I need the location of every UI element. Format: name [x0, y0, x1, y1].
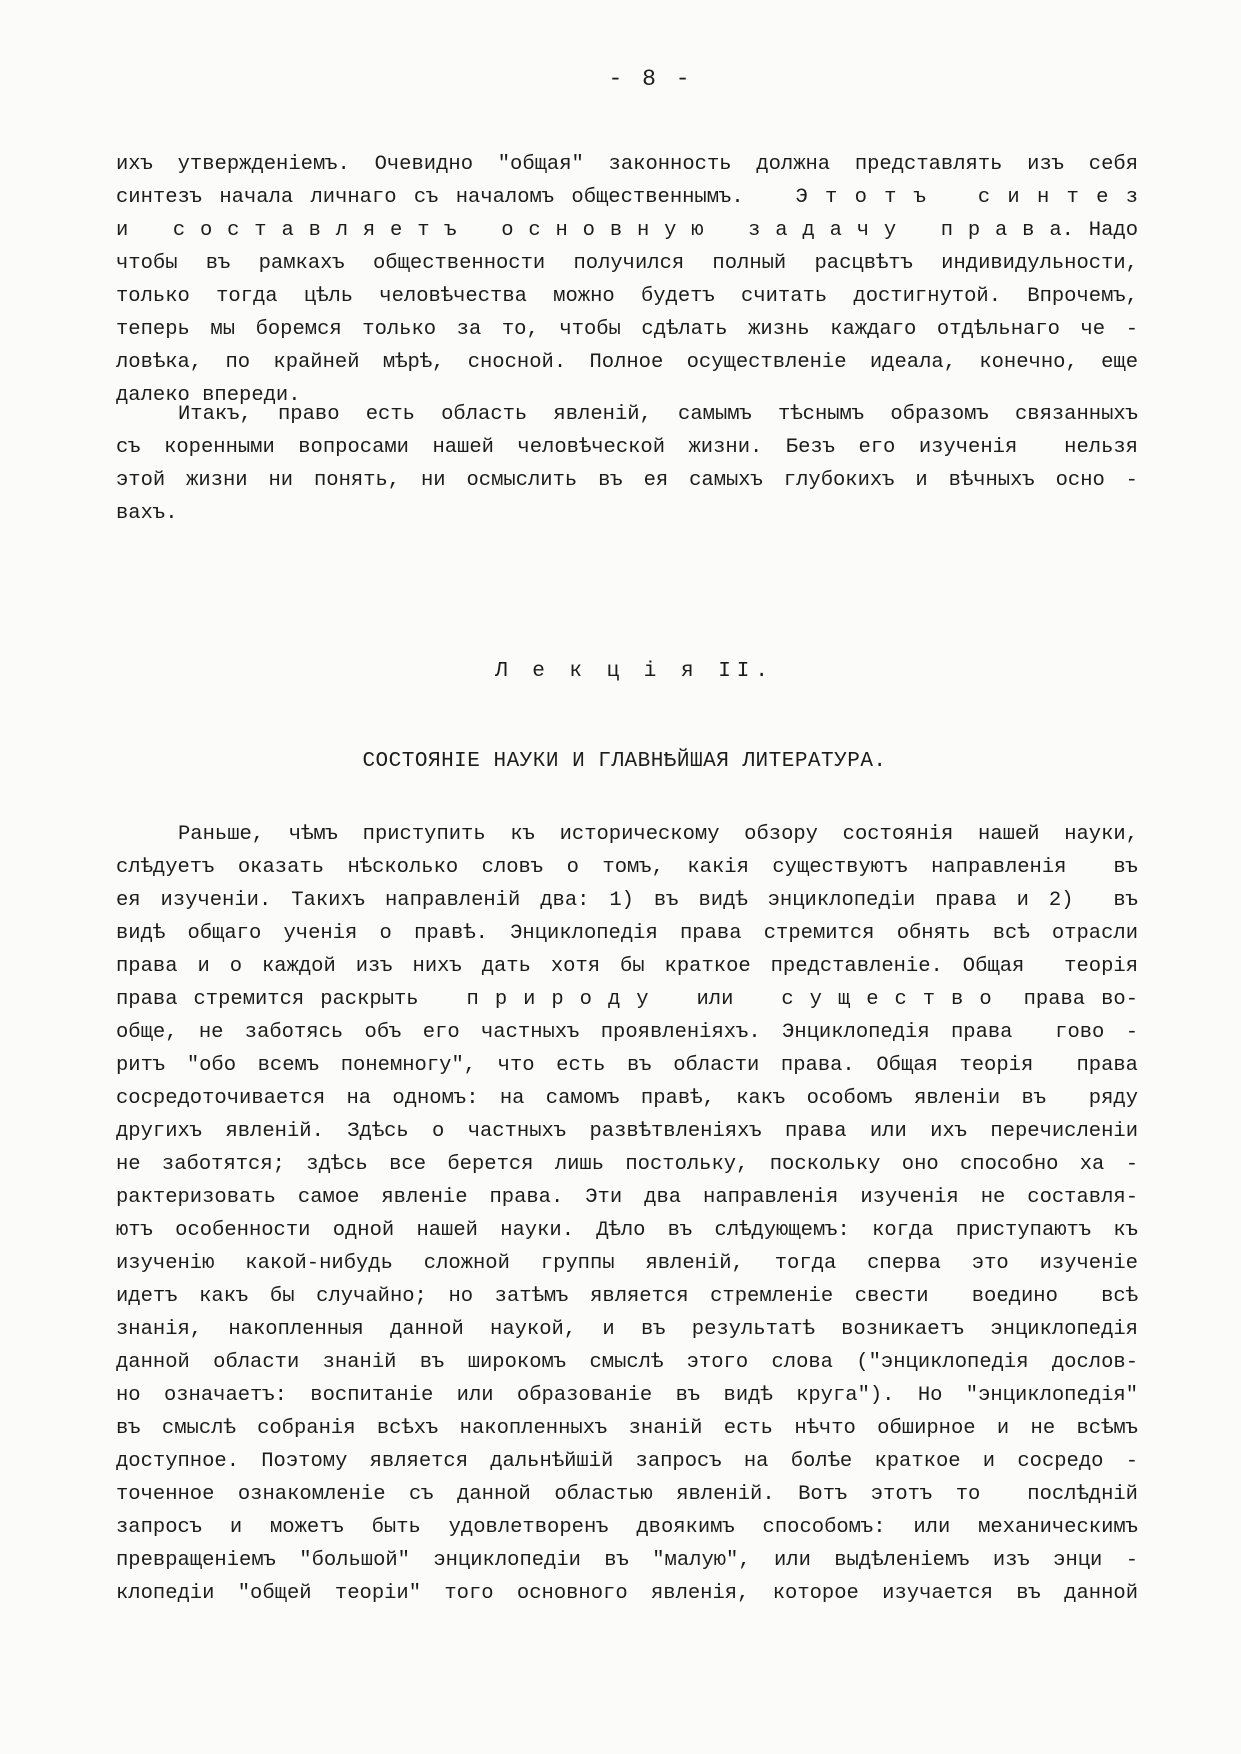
text-line: изученію какой-нибудь сложной группы явленій, тогда сперва это изученіе — [116, 1252, 1138, 1275]
text-line: видѣ общаго ученія о правѣ. Энциклопедія права стремится обнять всѣ отрасли — [116, 922, 1138, 945]
text-line: доступное. Поэтому является дальнѣйшій запросъ на болѣе краткое и сосредо - — [116, 1450, 1138, 1473]
text-line: Раньше, чѣмъ приступить къ историческому обзору состоянія нашей науки, — [178, 823, 1138, 846]
text-line: сосредоточивается на одномъ: на самомъ правѣ, какъ особомъ явленіи въ ряду — [116, 1087, 1138, 1110]
text-line: не заботятся; здѣсь все берется лишь постольку, поскольку оно способно ха - — [116, 1153, 1138, 1176]
page-number: - 8 - — [608, 66, 693, 92]
conclusion-paragraph — [116, 398, 1138, 530]
text-line: клопедіи "общей теоріи" того основного явленія, которое изучается въ данной — [116, 1582, 1138, 1605]
text-line: обще, не заботясь объ его частныхъ проявленіяхъ. Энциклопедія права гово - — [116, 1021, 1138, 1044]
text-line: ея изученіи. Такихъ направленій два: 1) въ видѣ энциклопедіи права и 2) въ — [116, 889, 1138, 912]
text-line: теперь мы боремся только за то, чтобы сдѣлать жизнь каждаго отдѣльнаго че - — [116, 318, 1138, 341]
text-line: но означаетъ: воспитаніе или образованіе въ видѣ круга"). Но "энциклопедія" — [116, 1384, 1138, 1407]
lecture-title: Л е к ц і я II. — [494, 660, 775, 683]
text-line: съ коренными вопросами нашей человѣческой жизни. Безъ его изученія нельзя — [116, 436, 1138, 459]
text-line: ритъ "обо всемъ понемногу", что есть въ области права. Общая теорія права — [116, 1054, 1138, 1077]
text-line: далеко впереди. — [116, 384, 301, 407]
text-line: Итакъ, право есть область явленій, самымъ тѣснымъ образомъ связанныхъ — [178, 403, 1138, 426]
text-line: ловѣка, по крайней мѣрѣ, сносной. Полное осуществленіе идеала, конечно, еще — [116, 351, 1138, 374]
text-line: права стремится раскрыть п р и р о д у или с у щ е с т в о права во- — [116, 988, 1138, 1011]
body-paragraph — [116, 818, 1138, 1610]
text-line: чтобы въ рамкахъ общественности получился полный расцвѣтъ индивидульности, — [116, 252, 1138, 275]
text-line: знанія, накопленныя данной наукой, и въ результатѣ возникаетъ энциклопедія — [116, 1318, 1138, 1341]
text-line: идетъ какъ бы случайно; но затѣмъ является стремленіе свести воедино всѣ — [116, 1285, 1138, 1308]
text-line: ихъ утвержденіемъ. Очевидно "общая" законность должна представлять изъ себя — [116, 153, 1138, 176]
section-title: СОСТОЯНІЕ НАУКИ И ГЛАВНѢЙШАЯ ЛИТЕРАТУРА. — [362, 750, 887, 773]
text-line: ютъ особенности одной нашей науки. Дѣло въ слѣдующемъ: когда приступаютъ къ — [116, 1219, 1138, 1242]
text-line: и с о с т а в л я е т ъ о с н о в н у ю з а д а ч у п р а в а. Надо — [116, 219, 1138, 242]
text-line: только тогда цѣль человѣчества можно будетъ считать достигнутой. Впрочемъ, — [116, 285, 1138, 308]
text-line: запросъ и можетъ быть удовлетворенъ двоякимъ способомъ: или механическимъ — [116, 1516, 1138, 1539]
text-line: точенное ознакомленіе съ данной областью явленій. Вотъ этотъ то послѣдній — [116, 1483, 1138, 1506]
text-line: въ смыслѣ собранія всѣхъ накопленныхъ знаній есть нѣчто обширное и не всѣмъ — [116, 1417, 1138, 1440]
text-line: рактеризовать самое явленіе права. Эти два направленія изученія не составля- — [116, 1186, 1138, 1209]
text-line: слѣдуетъ оказать нѣсколько словъ о томъ, какія существуютъ направленія въ — [116, 856, 1138, 879]
intro-paragraph — [116, 148, 1138, 412]
text-line: вахъ. — [116, 502, 178, 525]
text-line: другихъ явленій. Здѣсь о частныхъ развѣтвленіяхъ права или ихъ перечисленіи — [116, 1120, 1138, 1143]
text-line: этой жизни ни понять, ни осмыслить въ ея самыхъ глубокихъ и вѣчныхъ осно - — [116, 469, 1138, 492]
text-line: превращеніемъ "большой" энциклопедіи въ "малую", или выдѣленіемъ изъ энци - — [116, 1549, 1138, 1572]
text-line: права и о каждой изъ нихъ дать хотя бы краткое представленіе. Общая теорія — [116, 955, 1138, 978]
text-line: синтезъ начала личнаго съ началомъ общественнымъ. Э т о т ъ с и н т е з — [116, 186, 1138, 209]
text-line: данной области знаній въ широкомъ смыслѣ этого слова ("энциклопедія дослов- — [116, 1351, 1138, 1374]
